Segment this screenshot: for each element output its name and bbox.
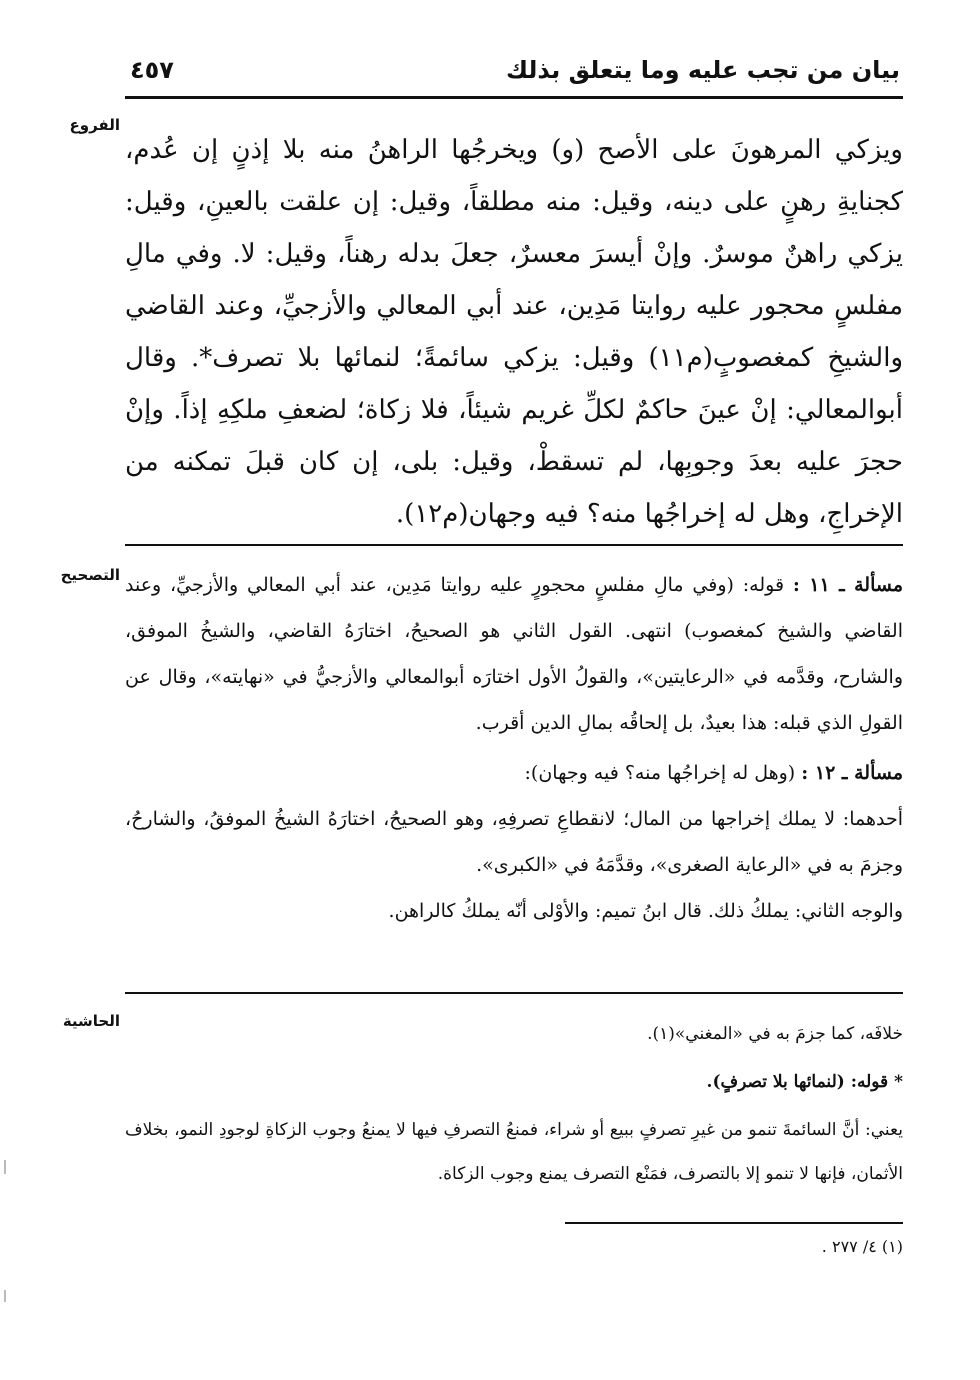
furu-paragraph: ويزكي المرهونَ على الأصح (و) ويخرجُها الراهنُ منه بلا إذنٍ إن عُدم، كجنايةِ رهنٍ على دينه، وقيل: منه مطلقاً، وقيل: إن علقت بالعينِ، وقيل: يزكي راهنٌ موسرٌ. وإنْ أيسرَ معسرٌ، جعلَ بدله رهناً، وقيل: لا. وفي مالِ مفلسٍ محجور عليه روايتا مَدِين، عند أبي المعالي والأزجيِّ، وعند القاضي والشيخِ كمغصوبٍ(م١١) وقيل: يزكي سائمةً؛ لنمائها بلا تصرف*. وقال أبوالمعالي: إنْ عينَ حاكمٌ لكلِّ غريم شيئاً، فلا زكاة؛ لضعفِ ملكِهِ إذاً. وإنْ حجرَ عليه بعدَ وجوبِها، لم تسقطْ، وقيل: بلى، إن كان قبلَ تمكنه من الإخراجِ، وهل له إخراجُها منه؟ فيه وجهان(م١٢). xyxy=(125,135,904,529)
first-opinion: أحدهما: لا يملك إخراجها من المال؛ لانقطاعِ تصرفِهِ، وهو الصحيحُ، اختارَهُ الشيخُ الموفقُ، والشارحُ، وجزمَ به في «الرعاية الصغرى»، وقدَّمَهُ في «الكبرى». xyxy=(125,808,903,876)
masala-11-label: مسألة ـ ١١ : xyxy=(792,574,903,596)
scan-mark xyxy=(4,1160,6,1174)
label-tashih: التصحيح xyxy=(60,566,120,584)
label-hashiya: الحاشية xyxy=(62,1012,120,1030)
hashiya-line1: خلافَه، كما جزمَ به في «المغني»(١). xyxy=(647,1024,903,1044)
second-opinion: والوجه الثاني: يملكُ ذلك. قال ابنُ تميم: والأوْلى أنّه يملكُ كالراهن. xyxy=(388,900,903,922)
masala-11-text: قوله: (وفي مالِ مفلسٍ محجورٍ عليه روايتا مَدِين، عند أبي المعالي والأزجيِّ، وعند القاضي والشيخ كمغصوب) انتهى. القول الثاني هو الصحيحُ، اختارَهُ القاضي، والشيخُ الموفق، والشارح، وقدَّمه في «الرعايتين»، والقولُ الأول اختارَه أبوالمعالي والأزجيُّ في «نهايته»، وقال عن القولِ الذي قبله: هذا بعيدٌ، بل إلحاقُه بمالِ الدين أقرب. xyxy=(125,574,903,734)
footnote-rule xyxy=(565,1222,903,1224)
running-header xyxy=(130,52,900,96)
masala-12-text: (وهل له إخراجُها منه؟ فيه وجهان): xyxy=(524,762,796,784)
scan-mark xyxy=(4,1290,6,1302)
running-title: بيان من تجب عليه وما يتعلق بذلك xyxy=(506,56,900,84)
masala-12 xyxy=(125,750,903,796)
page-number: ٤٥٧ xyxy=(130,56,174,84)
furu-section xyxy=(125,124,903,540)
label-furu: الفروع xyxy=(69,116,120,134)
footnote: (١) ٤/ ٢٧٧ . xyxy=(821,1237,903,1256)
masala-12-label: مسألة ـ ١٢ : xyxy=(801,762,903,784)
section-separator xyxy=(125,544,903,546)
tashih-section xyxy=(125,562,903,934)
hashiya-heading: * قوله: (لنمائها بلا تصرفٍ). xyxy=(706,1072,903,1092)
hashiya-section xyxy=(125,1012,903,1196)
header-rule xyxy=(125,96,903,99)
hashiya-explanation: يعني: أنَّ السائمةَ تنمو من غيرِ تصرفٍ ببيع أو شراء، فمنعُ التصرفِ فيها لا يمنعُ وجوب الزكاةِ لوجودِ النمو، بخلاف الأثمان، فإنها لا تنمو إلا بالتصرف، فمَنْع التصرف يمنع وجوب الزكاة. xyxy=(125,1120,903,1184)
section-separator xyxy=(125,992,903,994)
masala-11 xyxy=(125,562,903,746)
